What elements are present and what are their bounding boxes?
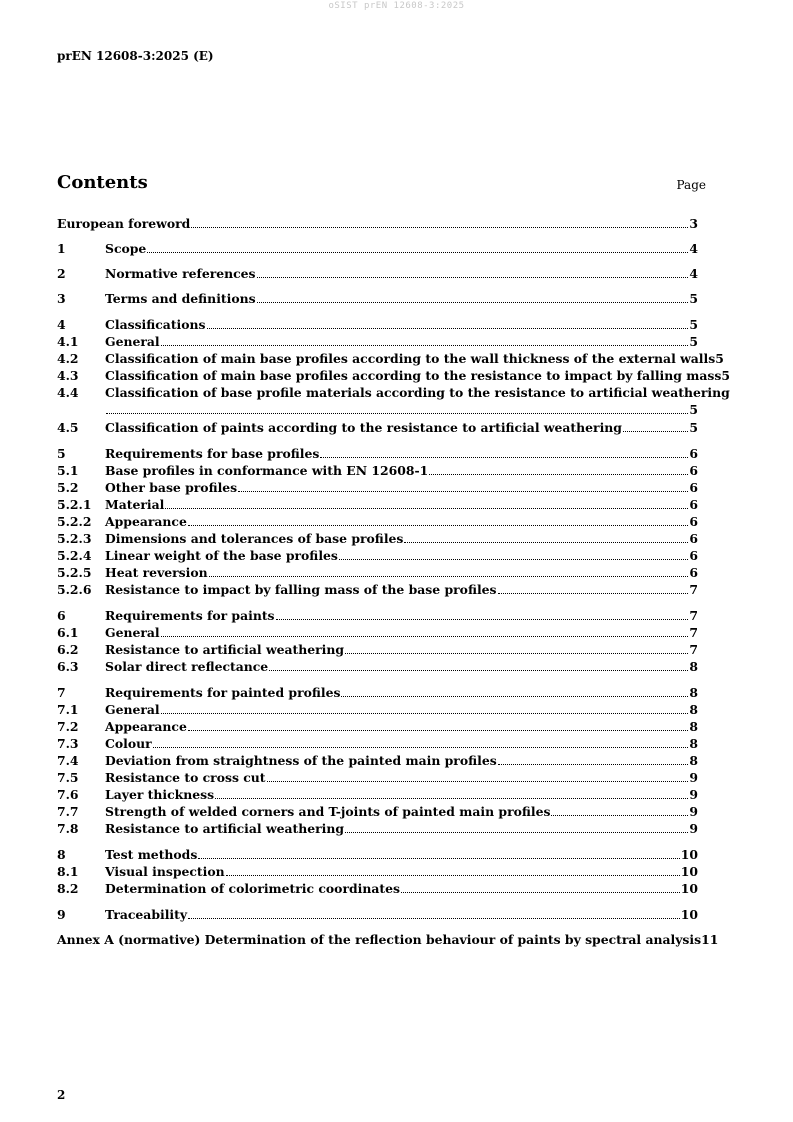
toc-entry-page: 8 bbox=[689, 702, 698, 717]
toc-entry-title: Determination of colorimetric coordinates bbox=[105, 881, 400, 896]
toc-entry-number: 4.3 bbox=[57, 368, 79, 383]
toc-leader-dots bbox=[404, 541, 688, 543]
toc-leader-dots bbox=[339, 558, 688, 560]
toc-entry-page: 10 bbox=[680, 847, 698, 862]
toc-entry-page: 4 bbox=[689, 241, 698, 256]
toc-entry-title: Other base profiles bbox=[105, 480, 238, 495]
toc-entry-title: General bbox=[105, 625, 160, 640]
toc-entry-title: Requirements for paints bbox=[105, 608, 275, 623]
toc-leader-dots bbox=[401, 891, 680, 893]
toc-entry-page: 10 bbox=[680, 881, 698, 896]
toc-entry-page: 7 bbox=[689, 642, 698, 657]
toc-entry-page: 6 bbox=[689, 463, 698, 478]
toc-entry-continuation bbox=[105, 401, 698, 418]
toc-entry[interactable] bbox=[57, 735, 698, 752]
toc-entry-number: 5.2.2 bbox=[57, 514, 92, 529]
toc-entry[interactable] bbox=[57, 513, 698, 530]
toc-entry[interactable] bbox=[57, 479, 698, 496]
toc-entry-title: Strength of welded corners and T-joints of painted main profiles bbox=[105, 804, 551, 819]
toc-leader-dots bbox=[345, 831, 688, 833]
toc-leader-dots bbox=[269, 669, 688, 671]
toc-entry[interactable] bbox=[57, 880, 698, 897]
toc-leader-dots bbox=[161, 635, 689, 637]
toc-entry[interactable] bbox=[57, 333, 698, 350]
document-id: prEN 12608-3:2025 (E) bbox=[57, 49, 214, 63]
toc-entry-page: 6 bbox=[689, 531, 698, 546]
toc-entry-number: 6 bbox=[57, 608, 66, 623]
toc-entry-title: Base profiles in conformance with EN 12608-1 bbox=[105, 463, 429, 478]
toc-entry-page: 6 bbox=[689, 497, 698, 512]
toc-entry-page: 9 bbox=[689, 787, 698, 802]
toc-leader-dots bbox=[226, 874, 680, 876]
toc-leader-dots bbox=[345, 652, 688, 654]
toc-entry-number: 7 bbox=[57, 685, 66, 700]
toc-entry[interactable] bbox=[57, 265, 698, 282]
toc-entry-number: 6.3 bbox=[57, 659, 79, 674]
toc-entry-number: 7.8 bbox=[57, 821, 79, 836]
toc-entry-title: Requirements for base profiles bbox=[105, 446, 320, 461]
toc-entry-number: 8.2 bbox=[57, 881, 79, 896]
toc-entry-title: Traceability bbox=[105, 907, 188, 922]
toc-entry-number: 5.2.4 bbox=[57, 548, 92, 563]
toc-entry-page: 9 bbox=[689, 821, 698, 836]
toc-entry-number: 2 bbox=[57, 266, 66, 281]
toc-entry-page: 8 bbox=[689, 685, 698, 700]
toc-entry-number: 4.2 bbox=[57, 351, 79, 366]
toc-entry[interactable] bbox=[57, 701, 698, 718]
toc-entry-title: European foreword bbox=[57, 216, 191, 231]
toc-entry-page: 6 bbox=[689, 480, 698, 495]
toc-entry-title: Scope bbox=[105, 241, 147, 256]
toc-leader-dots bbox=[341, 695, 688, 697]
toc-entry[interactable] bbox=[57, 530, 698, 547]
toc-entry-number: 7.5 bbox=[57, 770, 79, 785]
toc-entry-page: 5 bbox=[689, 334, 698, 349]
toc-entry[interactable] bbox=[57, 684, 698, 701]
toc-entry-number: 8 bbox=[57, 847, 66, 862]
toc-entry-page: 3 bbox=[689, 216, 698, 231]
watermark: oSIST prEN 12608-3:2025 bbox=[328, 1, 465, 11]
toc-entry-title: Classification of main base profiles according to the resistance to impact by falling mass bbox=[105, 368, 722, 383]
toc-entry-title: Annex A (normative) Determination of the reflection behaviour of paints by spectral analysis bbox=[57, 932, 702, 947]
toc-entry-page: 7 bbox=[689, 582, 698, 597]
toc-entry-title: Requirements for painted profiles bbox=[105, 685, 341, 700]
toc-entry-title: Solar direct reflectance bbox=[105, 659, 269, 674]
toc-entry-page: 5 bbox=[689, 291, 698, 306]
toc-entry-page: 9 bbox=[689, 804, 698, 819]
toc-entry-title: Linear weight of the base profiles bbox=[105, 548, 338, 563]
toc-entry-number: 7.1 bbox=[57, 702, 79, 717]
toc-leader-dots bbox=[161, 712, 689, 714]
toc-entry[interactable] bbox=[57, 846, 698, 863]
page-title: Contents bbox=[57, 172, 148, 193]
toc-leader-dots bbox=[153, 746, 689, 748]
toc-entry[interactable] bbox=[57, 564, 698, 581]
table-of-contents bbox=[57, 0, 730, 1122]
toc-entry-title: Colour bbox=[105, 736, 152, 751]
toc-entry-page: 5 bbox=[689, 420, 698, 435]
toc-entry-page: 7 bbox=[689, 625, 698, 640]
toc-entry-title: Classification of base profile materials according to the resistance to artificial weathering bbox=[105, 385, 730, 400]
toc-entry[interactable] bbox=[57, 350, 724, 367]
toc-entry[interactable] bbox=[57, 462, 698, 479]
page-number: 2 bbox=[57, 1088, 66, 1102]
toc-leader-dots bbox=[209, 575, 689, 577]
toc-entry-number: 5 bbox=[57, 446, 66, 461]
toc-leader-dots bbox=[188, 729, 689, 731]
toc-entry-number: 6.1 bbox=[57, 625, 79, 640]
toc-entry-page: 7 bbox=[689, 608, 698, 623]
toc-leader-dots bbox=[198, 857, 679, 859]
toc-entry-number: 1 bbox=[57, 241, 66, 256]
toc-entry-number: 5.2.1 bbox=[57, 497, 92, 512]
toc-entry-number: 4.5 bbox=[57, 420, 79, 435]
toc-entry-page: 5 bbox=[721, 368, 730, 383]
toc-leader-dots bbox=[215, 797, 688, 799]
toc-leader-dots bbox=[551, 814, 688, 816]
toc-entry[interactable] bbox=[57, 786, 698, 803]
toc-entry-page: 6 bbox=[689, 565, 698, 580]
toc-entry-title: Deviation from straightness of the painted main profiles bbox=[105, 753, 497, 768]
toc-entry[interactable] bbox=[57, 752, 698, 769]
toc-entry-page: 5 bbox=[689, 402, 698, 417]
toc-entry-number: 5.1 bbox=[57, 463, 79, 478]
toc-entry[interactable] bbox=[57, 240, 698, 257]
toc-entry-page: 8 bbox=[689, 753, 698, 768]
toc-entry-number: 5.2 bbox=[57, 480, 79, 495]
toc-entry[interactable] bbox=[57, 290, 698, 307]
toc-entry-page: 8 bbox=[689, 736, 698, 751]
toc-entry[interactable] bbox=[57, 547, 698, 564]
toc-leader-dots bbox=[498, 763, 689, 765]
toc-entry[interactable] bbox=[57, 316, 698, 333]
toc-entry[interactable] bbox=[57, 624, 698, 641]
toc-entry-page: 11 bbox=[701, 932, 719, 947]
toc-entry-number: 7.6 bbox=[57, 787, 79, 802]
toc-entry[interactable] bbox=[57, 863, 698, 880]
toc-leader-dots bbox=[207, 327, 689, 329]
toc-leader-dots bbox=[429, 473, 688, 475]
toc-entry-title: Visual inspection bbox=[105, 864, 225, 879]
toc-entry-title: Layer thickness bbox=[105, 787, 215, 802]
toc-entry-page: 10 bbox=[680, 907, 698, 922]
toc-leader-dots bbox=[191, 226, 688, 228]
toc-entry-page: 5 bbox=[715, 351, 724, 366]
toc-entry[interactable] bbox=[57, 769, 698, 786]
toc-entry-number: 7.4 bbox=[57, 753, 79, 768]
toc-leader-dots bbox=[267, 780, 689, 782]
toc-entry-number: 7.3 bbox=[57, 736, 79, 751]
toc-leader-dots bbox=[188, 917, 680, 919]
toc-entry-number: 5.2.3 bbox=[57, 531, 92, 546]
toc-leader-dots bbox=[257, 301, 689, 303]
toc-entry-title: Dimensions and tolerances of base profiles bbox=[105, 531, 404, 546]
toc-leader-dots bbox=[106, 412, 688, 414]
toc-entry-title: Appearance bbox=[105, 719, 187, 734]
toc-entry-page: 6 bbox=[689, 446, 698, 461]
toc-entry-title: Appearance bbox=[105, 514, 187, 529]
toc-entry[interactable] bbox=[57, 496, 698, 513]
toc-entry-number: 7.2 bbox=[57, 719, 79, 734]
toc-entry-page: 5 bbox=[689, 317, 698, 332]
toc-entry[interactable] bbox=[57, 641, 698, 658]
toc-leader-dots bbox=[257, 276, 689, 278]
toc-entry-title: General bbox=[105, 702, 160, 717]
toc-entry[interactable] bbox=[57, 718, 698, 735]
toc-entry[interactable] bbox=[57, 419, 698, 436]
toc-entry-title: Material bbox=[105, 497, 165, 512]
toc-entry-title: Resistance to artificial weathering bbox=[105, 821, 345, 836]
toc-entry-number: 7.7 bbox=[57, 804, 79, 819]
toc-entry[interactable] bbox=[57, 384, 730, 401]
toc-entry[interactable] bbox=[57, 931, 719, 948]
toc-entry-number: 8.1 bbox=[57, 864, 79, 879]
toc-entry[interactable] bbox=[57, 581, 698, 598]
toc-entry-number: 4 bbox=[57, 317, 66, 332]
toc-entry-number: 6.2 bbox=[57, 642, 79, 657]
toc-leader-dots bbox=[623, 430, 688, 432]
toc-entry-title: Normative references bbox=[105, 266, 256, 281]
toc-leader-dots bbox=[165, 507, 688, 509]
toc-leader-dots bbox=[188, 524, 689, 526]
toc-entry-number: 9 bbox=[57, 907, 66, 922]
toc-entry-page: 10 bbox=[680, 864, 698, 879]
toc-entry-title: Classification of main base profiles according to the wall thickness of the external walls bbox=[105, 351, 716, 366]
toc-entry-title: General bbox=[105, 334, 160, 349]
toc-entry-number: 5.2.6 bbox=[57, 582, 92, 597]
toc-entry-number: 5.2.5 bbox=[57, 565, 92, 580]
toc-entry-title: Resistance to cross cut bbox=[105, 770, 266, 785]
toc-entry[interactable] bbox=[57, 445, 698, 462]
toc-entry-number: 4.4 bbox=[57, 385, 79, 400]
toc-leader-dots bbox=[276, 618, 689, 620]
toc-leader-dots bbox=[498, 592, 689, 594]
toc-entry[interactable] bbox=[57, 820, 698, 837]
toc-entry-title: Resistance to impact by falling mass of the base profiles bbox=[105, 582, 497, 597]
page-column-label: Page bbox=[676, 178, 706, 192]
toc-entry-number: 3 bbox=[57, 291, 66, 306]
toc-entry-number: 4.1 bbox=[57, 334, 79, 349]
toc-entry-title: Heat reversion bbox=[105, 565, 208, 580]
toc-entry-title: Classification of paints according to the resistance to artificial weathering bbox=[105, 420, 622, 435]
toc-entry[interactable] bbox=[57, 906, 698, 923]
toc-leader-dots bbox=[161, 344, 689, 346]
toc-entry-page: 4 bbox=[689, 266, 698, 281]
toc-entry[interactable] bbox=[57, 803, 698, 820]
toc-entry-page: 6 bbox=[689, 514, 698, 529]
toc-leader-dots bbox=[147, 251, 688, 253]
toc-entry-page: 9 bbox=[689, 770, 698, 785]
toc-entry-page: 8 bbox=[689, 659, 698, 674]
toc-leader-dots bbox=[320, 456, 688, 458]
toc-entry[interactable] bbox=[57, 607, 698, 624]
toc-entry-title: Classifications bbox=[105, 317, 206, 332]
toc-entry-title: Terms and definitions bbox=[105, 291, 256, 306]
toc-entry[interactable] bbox=[57, 367, 730, 384]
toc-entry-title: Resistance to artificial weathering bbox=[105, 642, 345, 657]
toc-entry[interactable] bbox=[57, 215, 698, 232]
toc-entry[interactable] bbox=[57, 658, 698, 675]
toc-entry-page: 6 bbox=[689, 548, 698, 563]
toc-entry-page: 8 bbox=[689, 719, 698, 734]
toc-leader-dots bbox=[238, 490, 688, 492]
toc-entry-title: Test methods bbox=[105, 847, 198, 862]
